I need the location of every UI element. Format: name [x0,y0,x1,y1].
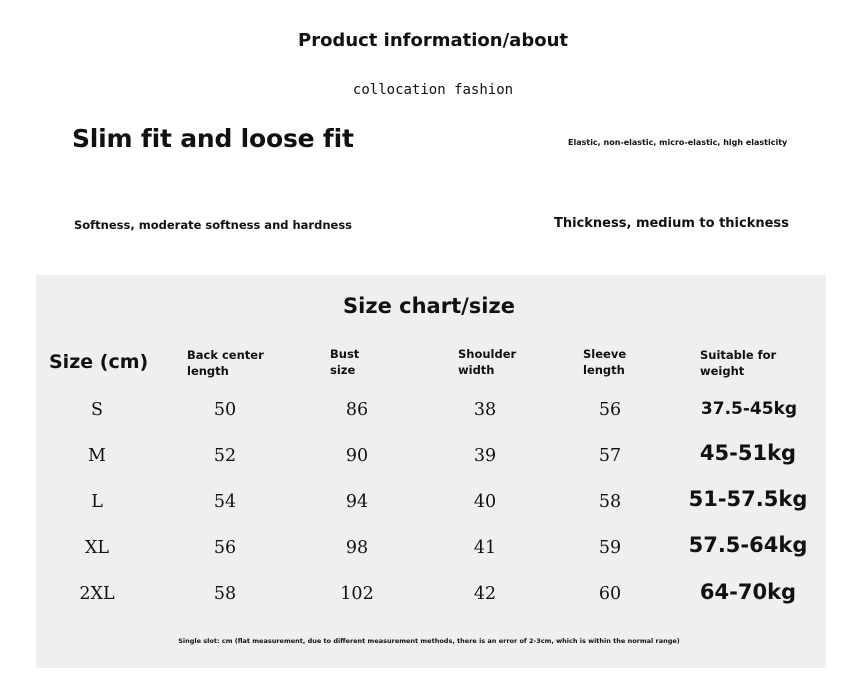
table-cell-sleeve: 58 [598,492,622,512]
table-cell-back: 52 [213,446,237,466]
table-cell-bust: 94 [345,492,369,512]
table-cell-sleeve: 59 [598,538,622,558]
table-cell-size: XL [84,538,110,558]
size-chart-panel [36,275,826,668]
fit-label: Slim fit and loose fit [72,124,354,153]
collocation-subtitle: collocation fashion [352,82,514,98]
table-cell-size: L [91,492,103,512]
table-cell-weight: 57.5-64kg [688,533,808,557]
table-cell-back: 54 [213,492,237,512]
table-cell-sleeve: 56 [598,400,622,420]
table-cell-bust: 102 [340,584,374,604]
table-cell-sleeve: 60 [598,584,622,604]
softness-label: Softness, moderate softness and hardness [74,218,353,232]
table-cell-back: 50 [213,400,237,420]
product-info-title: Product information/about [298,30,568,51]
table-cell-bust: 90 [345,446,369,466]
header-shoulder-width: Shoulder width [458,347,517,377]
table-cell-weight: 64-70kg [699,580,797,604]
table-cell-shoulder: 42 [473,584,497,604]
header-suitable-weight: Suitable for weight [700,348,777,378]
table-cell-weight: 37.5-45kg [700,399,798,419]
size-chart-title: Size chart/size [343,294,515,318]
table-cell-size: S [91,400,103,420]
header-back-center-length: Back center length [187,348,264,378]
table-cell-back: 58 [213,584,237,604]
thickness-label: Thickness, medium to thickness [554,216,789,231]
table-cell-shoulder: 40 [473,492,497,512]
table-cell-bust: 86 [345,400,369,420]
measurement-note: Single slot: cm (flat measurement, due to different measurement methods, there is an error of 2-3cm, which is within the normal range) [178,637,680,645]
table-cell-size: M [88,446,106,466]
table-cell-weight: 45-51kg [699,441,797,465]
table-cell-shoulder: 41 [473,538,497,558]
table-cell-shoulder: 39 [473,446,497,466]
header-bust-size: Bust size [330,347,360,377]
header-size: Size (cm) [49,351,149,373]
table-cell-sleeve: 57 [598,446,622,466]
table-cell-weight: 51-57.5kg [688,487,808,511]
header-sleeve-length: Sleeve length [583,347,627,377]
table-cell-size: 2XL [79,584,115,604]
elastic-label: Elastic, non-elastic, micro-elastic, high elasticity [568,138,788,147]
table-cell-back: 56 [213,538,237,558]
table-cell-bust: 98 [345,538,369,558]
table-cell-shoulder: 38 [473,400,497,420]
